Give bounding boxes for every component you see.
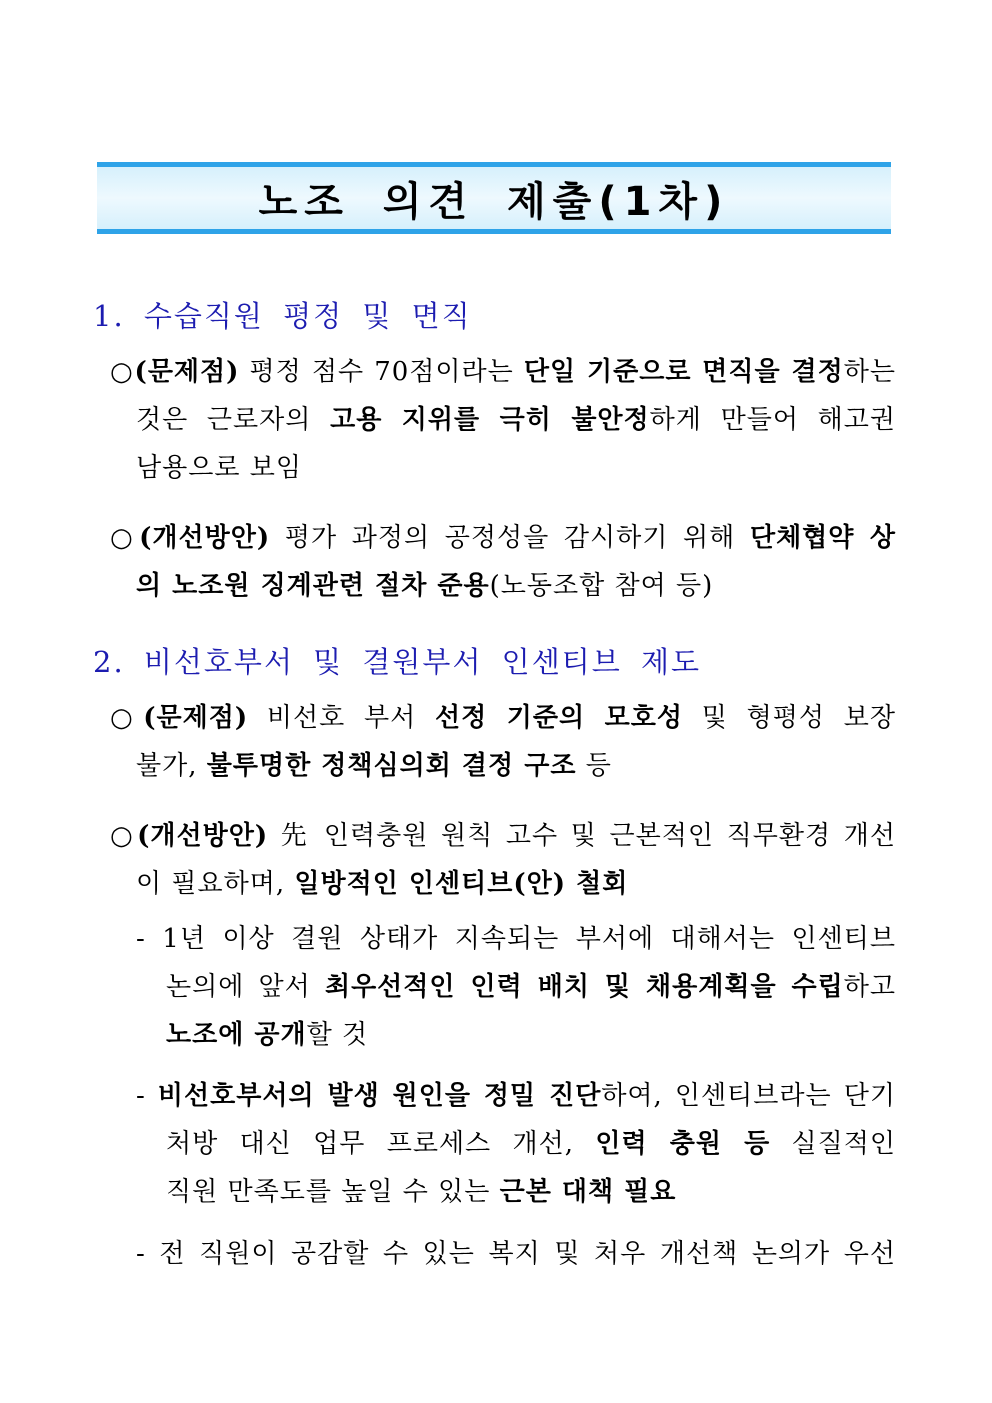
text-line: 논의에 앞서 최우선적인 인력 배치 및 채용계획을 수립하고	[166, 972, 896, 1002]
text-line: ○(문제점) 평정 점수 70점이라는 단일 기준으로 면직을 결정하는	[110, 357, 897, 387]
text-line: 노조에 공개할 것	[166, 1020, 369, 1050]
text-line: ○(개선방안) 평가 과정의 공정성을 감시하기 위해 단체협약 상	[110, 523, 896, 553]
text-line: ○(개선방안) 先 인력충원 원칙 고수 및 근본적인 직무환경 개선	[110, 821, 896, 851]
text-line: 이 필요하며, 일방적인 인센티브(안) 철회	[136, 869, 629, 899]
section-heading: 2. 비선호부서 및 결원부서 인센티브 제도	[93, 645, 701, 679]
text-line: 의 노조원 징계관련 절차 준용(노동조합 참여 등)	[136, 571, 714, 601]
text-line: 처방 대신 업무 프로세스 개선, 인력 충원 등 실질적인	[166, 1129, 897, 1159]
text-line: - 비선호부서의 발생 원인을 정밀 진단하여, 인센티브라는 단기	[136, 1081, 896, 1111]
text-line: - 1년 이상 결원 상태가 지속되는 부서에 대해서는 인센티브	[136, 924, 896, 954]
text-line: 불가, 불투명한 정책심의회 결정 구조 등	[136, 751, 612, 781]
title-banner	[97, 162, 891, 234]
text-line: 남용으로 보임	[136, 453, 302, 483]
text-line: 직원 만족도를 높일 수 있는 근본 대책 필요	[166, 1177, 677, 1207]
text-line: 것은 근로자의 고용 지위를 극히 불안정하게 만들어 해고권	[136, 405, 896, 435]
text-line: ○(문제점) 비선호 부서 선정 기준의 모호성 및 형평성 보장	[110, 703, 897, 733]
page-title: 노조 의견 제출(1차)	[258, 178, 730, 225]
text-line: - 전 직원이 공감할 수 있는 복지 및 처우 개선책 논의가 우선	[136, 1239, 896, 1269]
section-heading: 1. 수습직원 평정 및 면직	[93, 299, 472, 333]
